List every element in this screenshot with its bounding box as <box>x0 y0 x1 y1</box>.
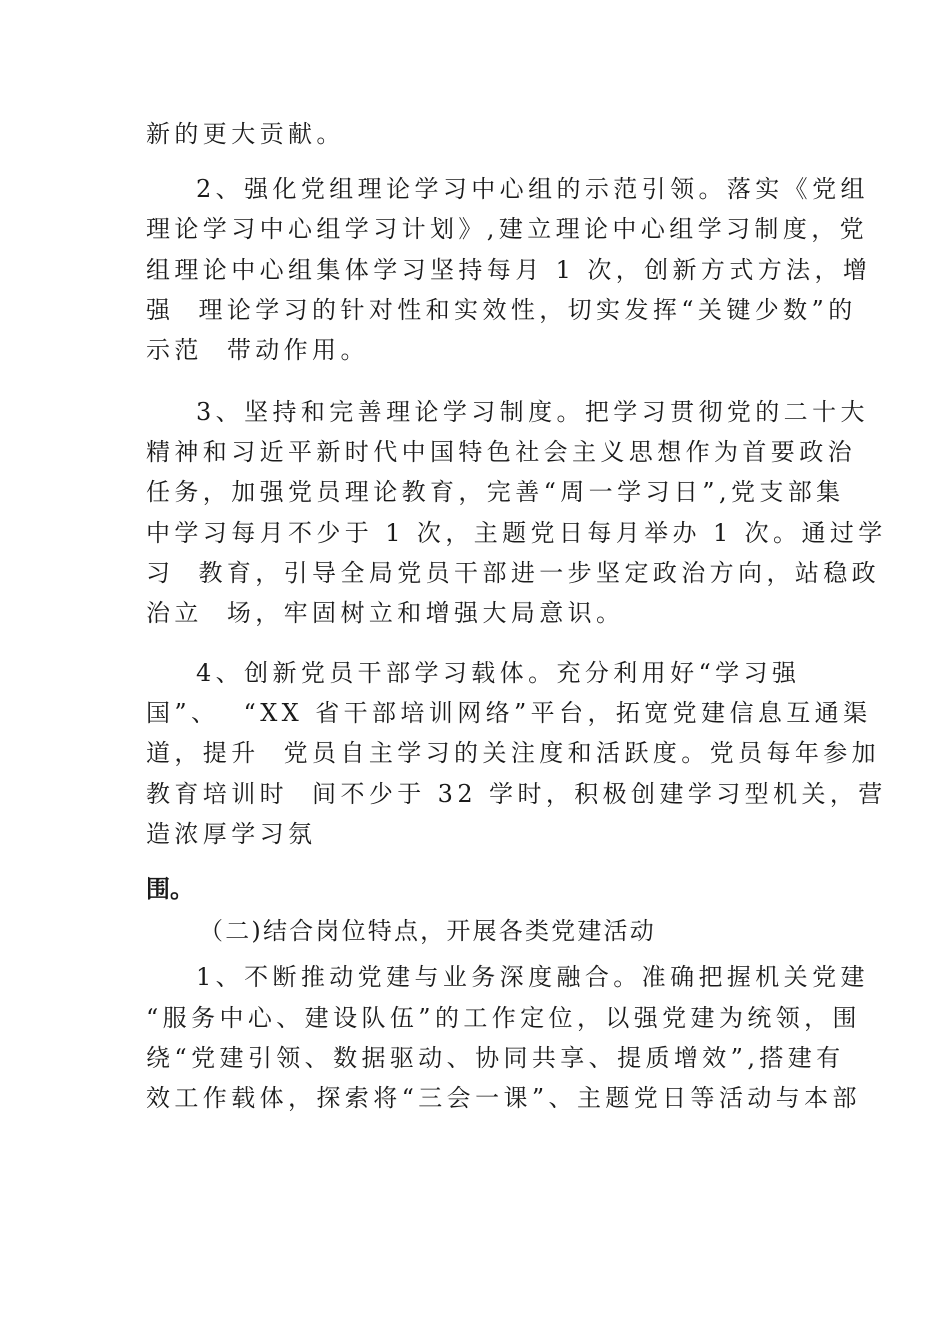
text-line: 示范 带动作用。 <box>146 336 369 364</box>
text-line: 教育培训时 间不少于 32 学时，积极创建学习型机关，营 <box>146 780 887 808</box>
section-heading: （二)结合岗位特点，开展各类党建活动 <box>199 917 656 945</box>
text-line: 组理论中心组集体学习坚持每月 1 次，创新方式方法，增 <box>146 256 872 284</box>
text-line: 2、强化党组理论学习中心组的示范引领。落实《党组 <box>196 175 869 203</box>
text-line: 新的更大贡献。 <box>146 120 345 148</box>
text-line: 效工作载体，探索将“三会一课”、主题党日等活动与本部 <box>146 1084 861 1112</box>
text-line: 习 教育，引导全局党员干部进一步坚定政治方向，站稳政 <box>146 559 881 587</box>
text-line: 造浓厚学习氛 <box>146 820 317 848</box>
text-line: 理论学习中心组学习计划》,建立理论中心组学习制度，党 <box>146 215 869 243</box>
text-line: 精神和习近平新时代中国特色社会主义思想作为首要政治 <box>146 438 856 466</box>
text-line: 强 理论学习的针对性和实效性，切实发挥“关键少数”的 <box>146 296 857 324</box>
text-line: 中学习每月不少于 1 次，主题党日每月举办 1 次。通过学 <box>146 519 887 547</box>
text-line: 绕“党建引领、数据驱动、协同共享、提质增效”,搭建有 <box>146 1044 845 1072</box>
text-line: 国”、 “XX 省干部培训网络”平台，拓宽党建信息互通渠 <box>146 699 872 727</box>
text-line: “服务中心、建设队伍”的工作定位，以强党建为统领，围 <box>146 1004 861 1032</box>
text-line: 围。 <box>146 874 194 903</box>
text-line: 道，提升 党员自主学习的关注度和活跃度。党员每年参加 <box>146 739 881 767</box>
text-line: 3、坚持和完善理论学习制度。把学习贯彻党的二十大 <box>196 398 869 426</box>
text-line: 治立 场，牢固树立和增强大局意识。 <box>146 599 625 627</box>
text-line: 任务，加强党员理论教育，完善“周一学习日”,党支部集 <box>146 478 845 506</box>
text-line: 1、不断推动党建与业务深度融合。准确把握机关党建 <box>196 963 869 991</box>
text-line: 4、创新党员干部学习载体。充分利用好“学习强 <box>196 659 801 687</box>
